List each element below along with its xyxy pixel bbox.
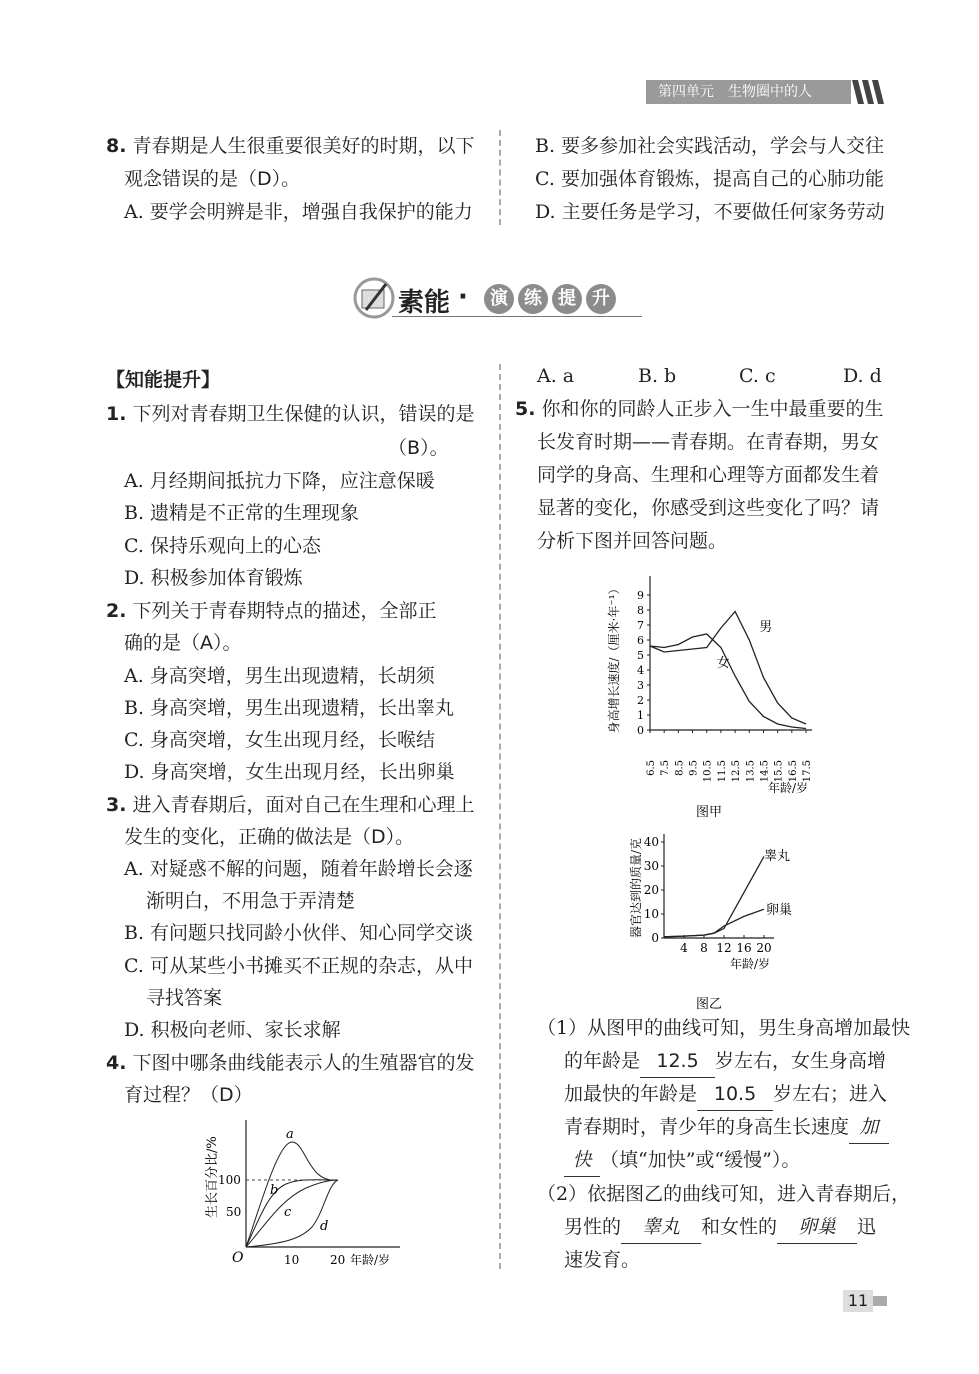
answer: D: [219, 1084, 234, 1106]
x-tick-label: 8.5: [674, 760, 686, 776]
x-tick-label: 8: [700, 941, 708, 955]
banner-title: 素能: [398, 288, 451, 318]
q5-line1: [515, 393, 884, 425]
q3-option-b: B. 有问题只找同龄小伙伴、知心同学交谈: [124, 922, 474, 944]
y-axis-label: 身高增长速度/（厘米·年⁻¹）: [607, 582, 621, 734]
question-number: 5.: [515, 398, 536, 420]
chart-title: 图甲: [696, 805, 723, 820]
question-text: 青春期是人生很重要很美好的时期，以下: [132, 135, 475, 157]
question-text: 岁左右，女生身高增: [715, 1050, 887, 1072]
question-text: 下列对青春期卫生保健的认识，错误的是: [132, 403, 475, 425]
page-number: 11: [843, 1290, 873, 1312]
banner-subtitle: [484, 284, 620, 314]
q5-sub2-line2: [564, 1211, 876, 1244]
question-text: 育过程？（: [124, 1084, 220, 1106]
question-text: （: [388, 437, 408, 459]
q3-option-a-cont: 渐明白，不用急于弄清楚: [146, 890, 356, 912]
x-tick-label: 20: [756, 941, 772, 955]
answer-blank: 快: [564, 1144, 600, 1177]
answer-blank: 睾丸: [621, 1211, 701, 1244]
x-axis-label: 年龄/岁: [350, 1253, 391, 1267]
question-text: ）: [233, 1084, 253, 1106]
q4-line1: [106, 1047, 475, 1079]
series-label: 卵巢: [766, 903, 793, 918]
y-tick-label: 40: [643, 835, 659, 849]
question-text: 发生的变化，正确的做法是（: [124, 826, 372, 848]
banner-char: 演: [484, 284, 514, 314]
q5-sub1-line3: [564, 1078, 887, 1111]
q1-option-d: D. 积极参加体育锻炼: [124, 567, 303, 589]
q8-option-d: D. 主要任务是学习，不要做任何家务劳动: [535, 201, 885, 223]
banner-underline: [392, 316, 642, 317]
x-tick-label: 16: [736, 941, 752, 955]
q5-line2: 长发育时期——青春期。在青春期，男女: [537, 431, 880, 453]
series-label: 女: [716, 656, 730, 671]
answer-blank: 12.5: [640, 1045, 715, 1078]
x-tick-label: 13.5: [745, 760, 757, 783]
header-stripes-decoration: [852, 80, 892, 104]
answer: D: [371, 826, 386, 848]
answer: D: [257, 168, 272, 190]
q1-option-b: B. 遗精是不正常的生理现象: [124, 502, 360, 524]
question-text: 加最快的年龄是: [564, 1083, 698, 1105]
y-tick-label: 6: [637, 634, 644, 647]
y-tick: 50: [226, 1205, 242, 1219]
y-tick: 100: [218, 1173, 241, 1187]
q5-sub2-line1: （2）依据图乙的曲线可知，进入青春期后，: [537, 1183, 911, 1205]
q5-sub1-line4: [564, 1111, 889, 1144]
q3-option-c-cont: 寻找答案: [146, 987, 223, 1009]
q4-option-c: C. c: [739, 365, 776, 387]
y-tick-label: 1: [637, 709, 644, 722]
answer-blank: 加: [849, 1111, 889, 1144]
q1-answer-line: [388, 432, 449, 464]
q4-option-a: A. a: [537, 365, 575, 387]
q5-sub1-line1: （1）从图甲的曲线可知，男生身高增加最快: [537, 1017, 911, 1039]
question-text: 下列关于青春期特点的描述，全部正: [132, 600, 437, 622]
x-axis-label: 年龄/岁: [730, 957, 771, 971]
column-divider: [499, 364, 501, 1269]
q2-option-a: A. 身高突增，男生出现遗精，长胡须: [124, 665, 435, 687]
y-tick-label: 30: [643, 859, 659, 873]
x-tick-label: 9.5: [688, 760, 700, 776]
q8-option-c: C. 要加强体育锻炼，提高自己的心肺功能: [535, 168, 884, 190]
page-number-bar: [873, 1296, 887, 1306]
q1-option-c: C. 保持乐观向上的心态: [124, 535, 321, 557]
banner-char: 练: [518, 284, 548, 314]
q2-option-c: C. 身高突增，女生出现月经，长喉结: [124, 729, 435, 751]
q2-line1: [106, 595, 437, 627]
x-tick-label: 16.5: [787, 760, 799, 783]
question-text: 青春期时，青少年的身高生长速度: [564, 1116, 850, 1138]
x-tick-label: 14.5: [759, 760, 771, 783]
question-text: ）。: [420, 437, 449, 459]
q4-option-b: B. b: [638, 365, 677, 387]
q8-option-a: A. 要学会明辨是非，增强自我保护的能力: [124, 201, 473, 223]
x-tick-label: 7.5: [660, 760, 672, 776]
question-number: 1.: [106, 403, 127, 425]
y-axis-label: 生长百分比/%: [205, 1136, 220, 1218]
answer-blank: 10.5: [697, 1078, 773, 1111]
curve-d: [246, 1180, 338, 1247]
x-tick-label: 17.5: [802, 760, 813, 783]
curve-b: [246, 1180, 338, 1247]
series-label: 睾丸: [764, 849, 791, 864]
q8-option-b: B. 要多参加社会实践活动，学会与人交往: [535, 135, 885, 157]
section-title: 【知能提升】: [106, 369, 221, 391]
question-text: 男性的: [564, 1216, 622, 1238]
q3-option-d: D. 积极向老师、家长求解: [124, 1019, 341, 1041]
q5-sub1-line2: [564, 1045, 886, 1078]
question-text: 观念错误的是（: [124, 168, 258, 190]
q5-line3: 同学的身高、生理和心理等方面都发生着: [537, 464, 880, 486]
question-text: ）。: [385, 826, 415, 848]
x-tick: 20: [330, 1253, 346, 1267]
series-line-睾丸: [664, 856, 764, 936]
y-tick-label: 0: [637, 724, 644, 737]
q5-line5: 分析下图并回答问题。: [537, 530, 728, 552]
q1-line1: [106, 398, 475, 430]
question-text: 迅: [857, 1216, 877, 1238]
q2-line2: [124, 627, 242, 659]
q3-option-a: A. 对疑惑不解的问题，随着年龄增长会逐: [124, 858, 473, 880]
q3-option-c: C. 可从某些小书摊买不正规的杂志，从中: [124, 955, 473, 977]
series-line-女: [650, 634, 806, 729]
y-tick-label: 10: [643, 907, 659, 921]
pencil-book-icon: [352, 274, 396, 320]
q5-sub2-line3: 速发育。: [564, 1249, 641, 1271]
q2-option-b: B. 身高突增，男生出现遗精，长出睾丸: [124, 697, 455, 719]
x-tick-label: 11.5: [716, 760, 728, 783]
q5-line4: 显著的变化，你感受到这些变化了吗？请: [537, 497, 880, 519]
banner-dot: ·: [458, 282, 468, 312]
x-tick: 10: [284, 1253, 300, 1267]
question-text: ）。: [271, 168, 301, 190]
q2-option-d: D. 身高突增，女生出现月经，长出卵巢: [124, 761, 455, 783]
answer: A: [200, 632, 214, 654]
q3-line1: [106, 789, 475, 821]
question-text: 岁左右；进入: [773, 1083, 888, 1105]
x-tick-label: 10.5: [702, 760, 714, 783]
answer-blank: 卵巢: [777, 1211, 857, 1244]
curve-label: d: [320, 1219, 329, 1234]
question-number: 4.: [106, 1052, 127, 1074]
question-number: 2.: [106, 600, 127, 622]
question-text: （填“加快”或“缓慢”）。: [600, 1149, 801, 1171]
section-banner: [352, 280, 642, 320]
q4-option-d: D. d: [843, 365, 882, 387]
chart-title: 图乙: [696, 997, 723, 1012]
chart-yi: [620, 822, 820, 1022]
y-tick-label: 9: [637, 589, 644, 602]
q1-option-a: A. 月经期间抵抗力下降，应注意保暖: [124, 470, 435, 492]
question-number: 8.: [106, 135, 127, 157]
x-tick-label: 12.5: [731, 760, 743, 783]
x-axis-label: 年龄/岁: [768, 781, 809, 795]
question-text: 你和你的同龄人正步入一生中最重要的生: [541, 398, 884, 420]
x-tick-label: 15.5: [773, 760, 785, 783]
question-text: 下图中哪条曲线能表示人的生殖器官的发: [132, 1052, 475, 1074]
question-text: 进入青春期后，面对自己在生理和心理上: [132, 794, 475, 816]
q4-growth-diagram: [200, 1112, 410, 1272]
y-tick-label: 2: [637, 694, 644, 707]
q8-line2: [124, 163, 300, 195]
y-axis-label: 器官达到的质量/克: [629, 837, 643, 939]
y-tick-label: 4: [637, 664, 644, 677]
y-tick-label: 8: [637, 604, 644, 617]
y-tick-label: 7: [637, 619, 644, 632]
q8-line1: [106, 130, 475, 162]
q4-line2: [124, 1079, 253, 1111]
x-tick-label: 12: [716, 941, 732, 955]
y-tick-label: 20: [643, 883, 659, 897]
curve-label: b: [270, 1183, 279, 1198]
q5-sub1-line5: [564, 1144, 800, 1177]
y-tick-label: 0: [651, 931, 659, 945]
y-tick-label: 3: [637, 679, 644, 692]
x-tick-label: 6.5: [646, 760, 657, 776]
curve-label: a: [286, 1127, 294, 1142]
question-text: ）。: [213, 632, 242, 654]
x-tick-label: 4: [680, 941, 688, 955]
question-text: 和女性的: [701, 1216, 778, 1238]
origin-label: O: [232, 1250, 244, 1266]
curve-label: c: [284, 1205, 292, 1220]
question-text: 的年龄是: [564, 1050, 641, 1072]
banner-char: 提: [552, 284, 582, 314]
chart-jia: [600, 570, 840, 830]
question-text: 确的是（: [124, 632, 201, 654]
series-line-卵巢: [664, 909, 764, 937]
answer: B: [407, 437, 421, 459]
column-divider: [499, 130, 501, 225]
curve-c: [246, 1180, 338, 1247]
q3-line2: [124, 821, 414, 853]
y-tick-label: 5: [637, 649, 644, 662]
banner-char: 升: [586, 284, 616, 314]
question-number: 3.: [106, 794, 127, 816]
unit-header: 第四单元 生物圈中的人: [646, 80, 851, 104]
series-label: 男: [759, 620, 773, 635]
